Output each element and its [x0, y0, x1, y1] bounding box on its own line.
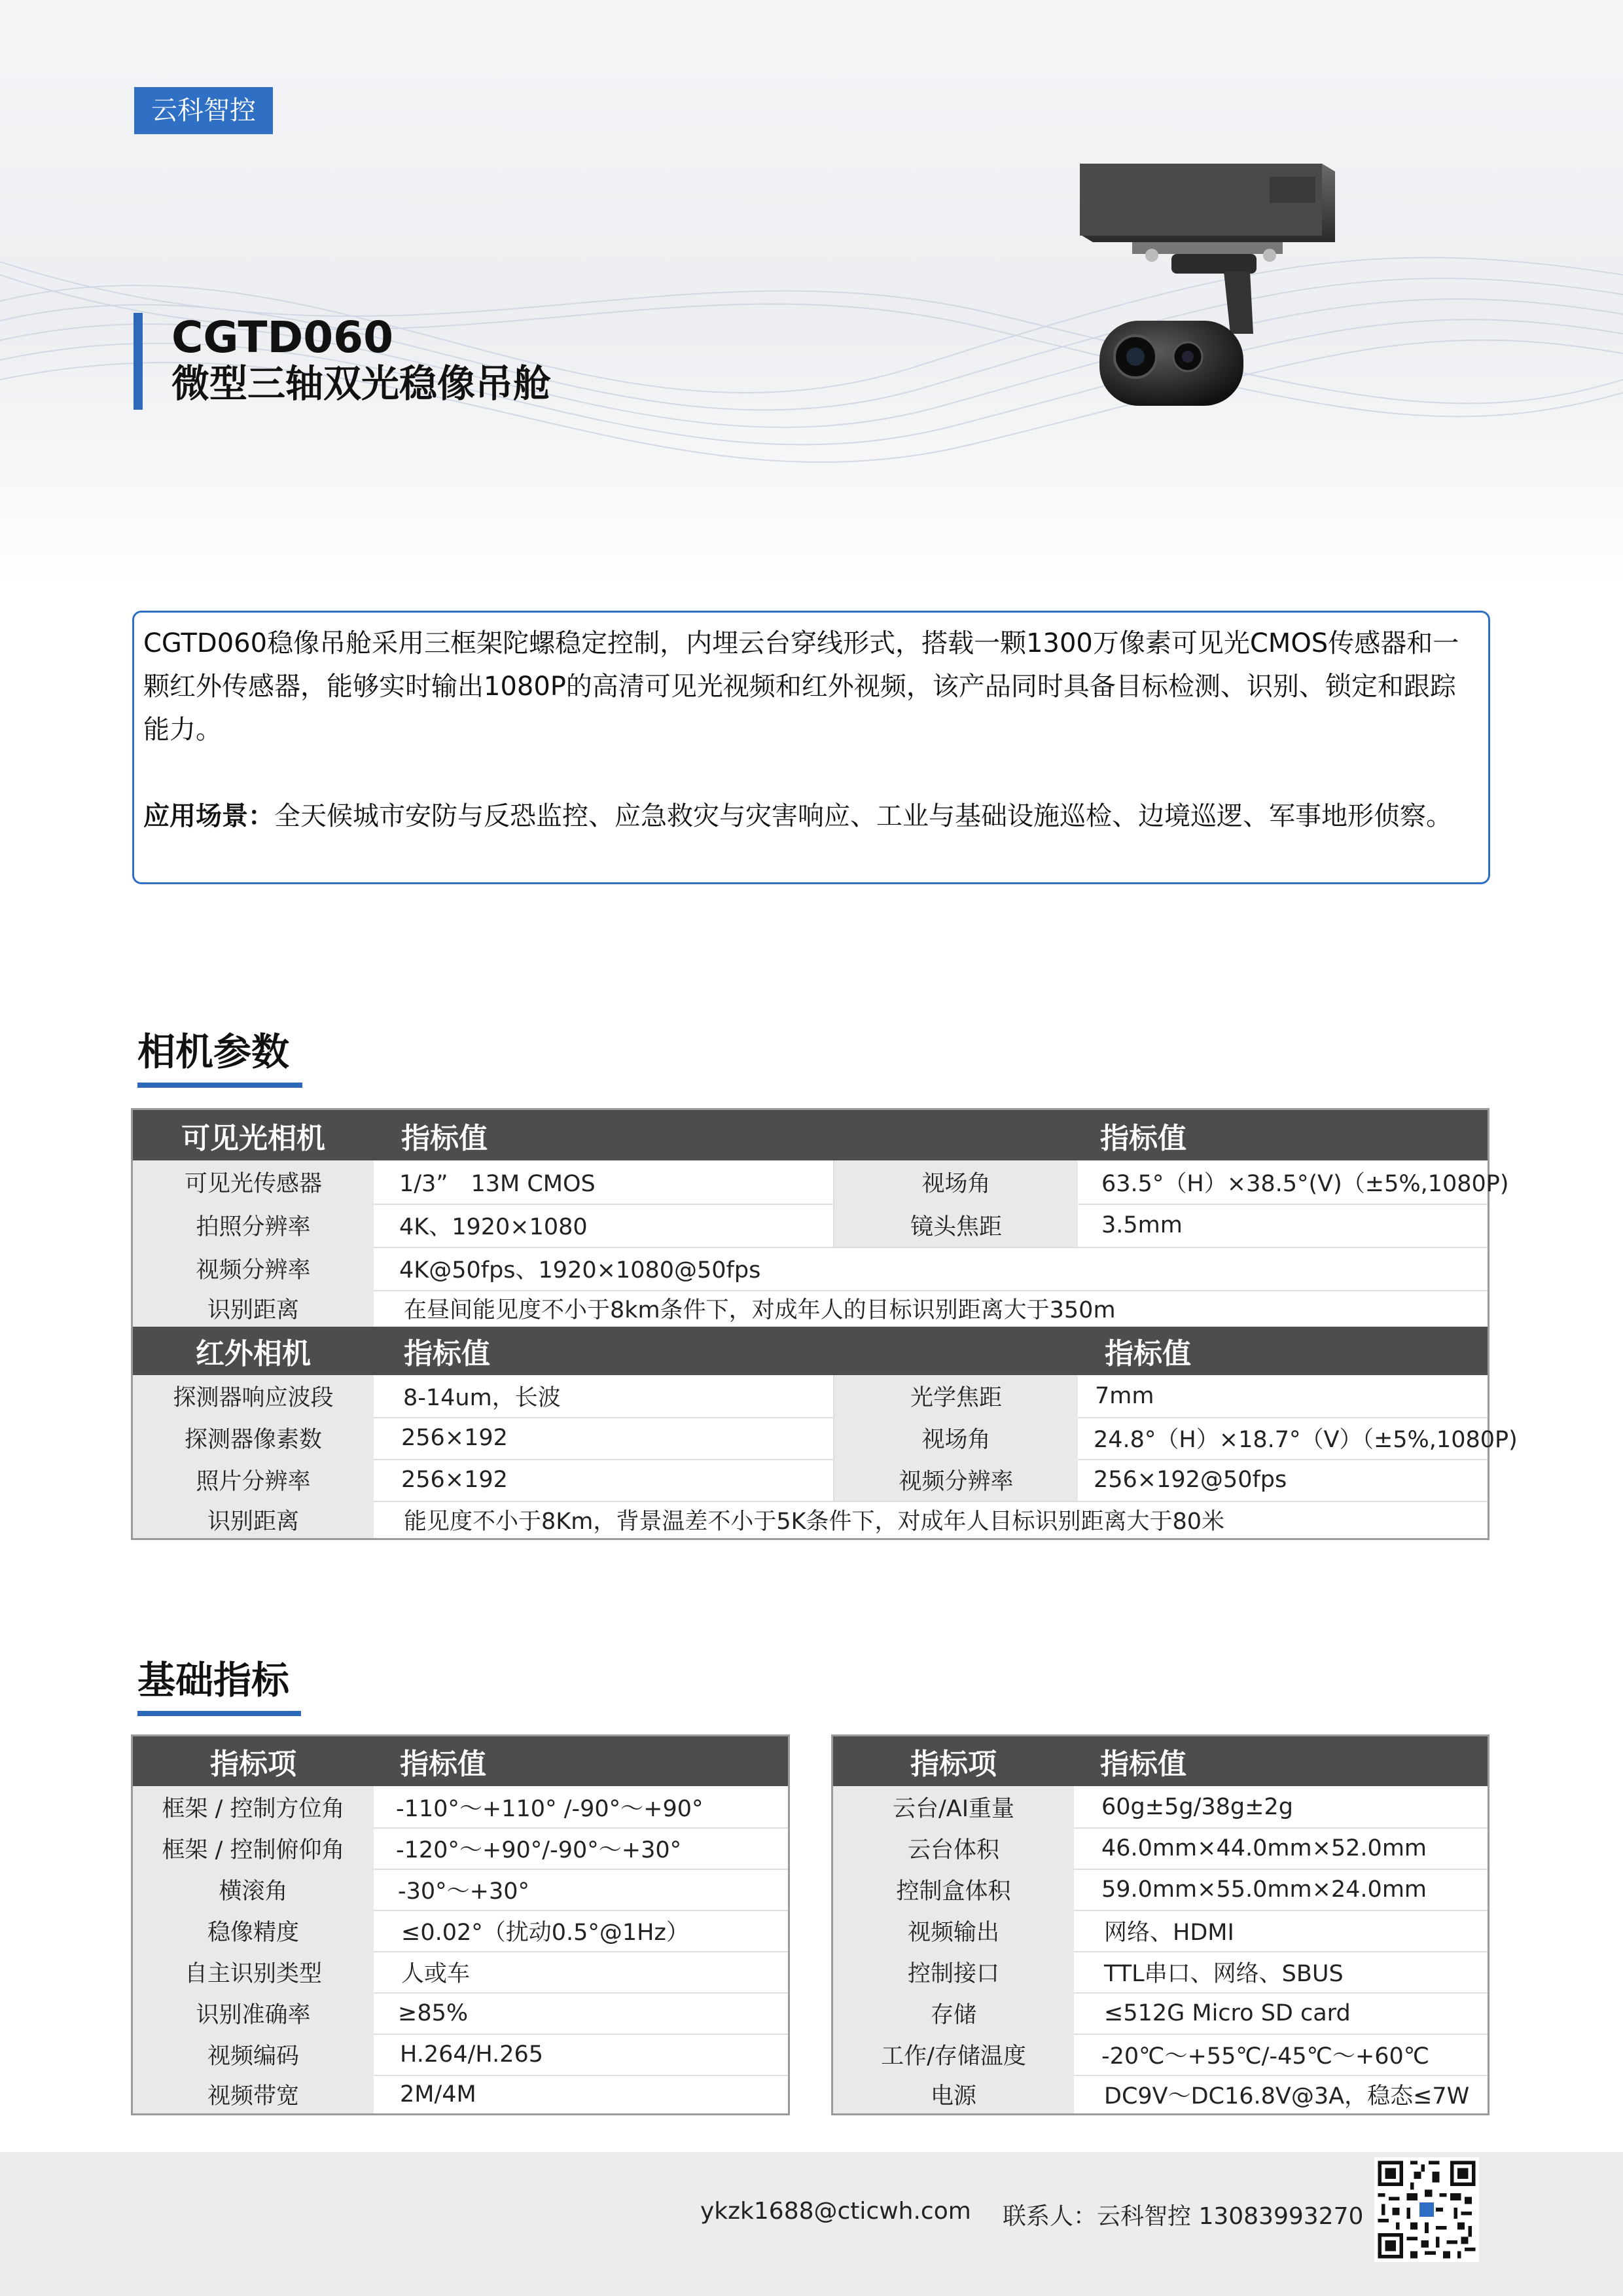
- row-label: 工作/存储温度: [833, 2034, 1074, 2075]
- header-item: 指标项: [210, 1748, 296, 1781]
- visible-header-value-2: 指标值: [1100, 1121, 1186, 1155]
- row-label: 光学焦距: [833, 1375, 1078, 1417]
- row-value: -120°～+90°/-90°～+30°: [396, 1837, 682, 1863]
- product-name: 微型三轴双光稳像吊舱: [171, 361, 552, 406]
- row-value: 1/3” 13M CMOS: [399, 1171, 596, 1197]
- row-label: 自主识别类型: [133, 1951, 374, 1992]
- row-value: 网络、HDMI: [1104, 1919, 1234, 1946]
- table-row: [133, 1951, 788, 1994]
- row-label: 识别距离: [133, 1290, 374, 1327]
- row-label: 横滚角: [133, 1869, 374, 1910]
- row-label: 控制接口: [833, 1951, 1074, 1992]
- row-value: 7mm: [1095, 1383, 1154, 1409]
- camera-section-title: 相机参数: [137, 1030, 290, 1074]
- row-value: 59.0mm×55.0mm×24.0mm: [1101, 1876, 1427, 1903]
- intro-box: [132, 611, 1490, 884]
- row-value: 60g±5g/38g±2g: [1101, 1793, 1293, 1820]
- table-row: [833, 1910, 1488, 1952]
- infrared-header-value-2: 指标值: [1105, 1337, 1191, 1371]
- row-value: 能见度不小于8Km，背景温差不小于5K条件下，对成年人目标识别距离大于80米: [404, 1508, 1225, 1535]
- table-row: [133, 1459, 1488, 1502]
- row-value: 2M/4M: [400, 2081, 476, 2108]
- scenario-text: 全天候城市安防与反恐监控、应急救灾与灾害响应、工业与基础设施巡检、边境巡逻、军事地形侦察。: [274, 801, 1452, 831]
- table-row: [133, 1290, 1488, 1328]
- basic-section-underline: [137, 1711, 301, 1716]
- row-label: 视频分辨率: [133, 1247, 374, 1290]
- row-label: 视频分辨率: [833, 1459, 1078, 1501]
- row-value: 24.8°（H）×18.7°（V）（±5%,1080P): [1094, 1427, 1518, 1453]
- row-label: 拍照分辨率: [133, 1204, 374, 1247]
- row-value: 256×192: [401, 1425, 508, 1451]
- row-value: 在昼间能见度不小于8km条件下，对成年人的目标识别距离大于350m: [404, 1297, 1116, 1323]
- row-label: 控制盒体积: [833, 1869, 1074, 1910]
- row-value: ≤0.02°（扰动0.5°@1Hz）: [401, 1919, 689, 1946]
- table-row: [133, 1910, 788, 1952]
- basic-left-header: [133, 1736, 788, 1786]
- basic-left-table: [131, 1734, 790, 2115]
- row-value: H.264/H.265: [400, 2041, 544, 2068]
- intro-scenario: [143, 795, 1479, 838]
- row-value: 4K@50fps、1920×1080@50fps: [399, 1257, 761, 1283]
- table-row: [833, 2034, 1488, 2076]
- table-row: [133, 1786, 788, 1829]
- infrared-header-row: [133, 1327, 1488, 1375]
- table-row: [133, 1417, 1518, 1460]
- scenario-label: 应用场景：: [143, 801, 274, 831]
- product-model: CGTD060: [171, 312, 394, 363]
- camera-section-underline: [137, 1083, 302, 1088]
- row-value: 256×192: [401, 1467, 508, 1493]
- row-label: 照片分辨率: [133, 1459, 374, 1501]
- row-label: 电源: [833, 2075, 1074, 2113]
- table-row: [133, 1204, 1488, 1248]
- row-label: 框架 / 控制方位角: [133, 1786, 374, 1827]
- row-value: TTL串口、网络、SBUS: [1104, 1960, 1344, 1987]
- row-label: 框架 / 控制俯仰角: [133, 1827, 374, 1869]
- row-value: 4K、1920×1080: [399, 1214, 588, 1240]
- row-label: 可见光传感器: [133, 1160, 374, 1204]
- row-label: 视频编码: [133, 2034, 374, 2075]
- footer-contact: 联系人：云科智控 13083993270: [1003, 2203, 1364, 2230]
- row-value: 人或车: [401, 1960, 471, 1987]
- table-row: [833, 2075, 1488, 2113]
- table-row: [833, 1869, 1488, 1911]
- row-value: 256×192@50fps: [1094, 1467, 1287, 1493]
- table-row: [833, 1951, 1488, 1994]
- table-row: [133, 1501, 1488, 1538]
- row-value: 63.5°（H）×38.5°(V)（±5%,1080P): [1101, 1171, 1509, 1197]
- table-row: [833, 1786, 1488, 1829]
- basic-right-table: [831, 1734, 1489, 2115]
- row-value: ≥85%: [398, 2000, 469, 2026]
- row-label: 稳像精度: [133, 1910, 374, 1951]
- table-row: [133, 2034, 788, 2076]
- row-label: 视场角: [833, 1160, 1078, 1204]
- title-accent-bar: [134, 313, 143, 410]
- table-row: [133, 2075, 788, 2113]
- row-value: -110°～+110° /-90°～+90°: [396, 1795, 704, 1822]
- intro-description: CGTD060稳像吊舱采用三框架陀螺稳定控制，内埋云台穿线形式，搭载一颗1300万像素可见光CMOS传感器和一颗红外传感器，能够实时输出1080P的高清可见光视频和红外视频，该产品同时具备目标检测、识别、锁定和跟踪能力。: [143, 628, 1459, 745]
- row-label: 视频带宽: [133, 2075, 374, 2113]
- table-row: [133, 1375, 1488, 1418]
- row-label: 视频输出: [833, 1910, 1074, 1951]
- row-value: -30°～+30°: [398, 1878, 530, 1905]
- row-value: 3.5mm: [1101, 1212, 1183, 1238]
- row-label: 视场角: [833, 1417, 1078, 1459]
- header-value: 指标值: [400, 1748, 486, 1781]
- row-value: 46.0mm×44.0mm×52.0mm: [1101, 1835, 1427, 1861]
- camera-spec-table: [131, 1108, 1518, 1540]
- row-value: -20℃～+55℃/-45℃～+60℃: [1101, 2043, 1430, 2070]
- table-row: [133, 1869, 788, 1911]
- header-value: 指标值: [1100, 1748, 1186, 1781]
- visible-header-value: 指标值: [401, 1121, 488, 1155]
- row-label: 镜头焦距: [833, 1204, 1078, 1247]
- visible-header-category: 可见光相机: [181, 1121, 325, 1155]
- row-label: 识别准确率: [133, 1992, 374, 2034]
- table-row: [133, 1247, 1488, 1291]
- basic-right-header: [833, 1736, 1488, 1786]
- row-label: 探测器像素数: [133, 1417, 374, 1459]
- row-label: 存储: [833, 1992, 1074, 2034]
- table-row: [833, 1827, 1488, 1870]
- table-row: [133, 1160, 1509, 1205]
- row-value: ≤512G Micro SD card: [1104, 2000, 1351, 2026]
- footer-email[interactable]: ykzk1688@cticwh.com: [700, 2198, 971, 2225]
- table-row: [833, 1992, 1488, 2035]
- row-label: 云台体积: [833, 1827, 1074, 1869]
- row-value: DC9V～DC16.8V@3A，稳态≤7W: [1104, 2083, 1470, 2109]
- gimbal-product-image: [1073, 157, 1348, 432]
- row-label: 识别距离: [133, 1501, 374, 1538]
- table-row: [133, 1827, 788, 1870]
- row-label: 云台/AI重量: [833, 1786, 1074, 1827]
- row-value: 8-14um，长波: [403, 1385, 561, 1411]
- visible-header-row: [133, 1110, 1488, 1160]
- infrared-header-value: 指标值: [404, 1337, 490, 1371]
- basic-section-title: 基础指标: [137, 1658, 290, 1702]
- qr-code-icon: [1374, 2157, 1479, 2262]
- header-item: 指标项: [910, 1748, 997, 1781]
- table-row: [133, 1992, 788, 2035]
- brand-badge: 云科智控: [134, 87, 273, 134]
- row-label: 探测器响应波段: [133, 1375, 374, 1417]
- infrared-header-category: 红外相机: [196, 1337, 311, 1371]
